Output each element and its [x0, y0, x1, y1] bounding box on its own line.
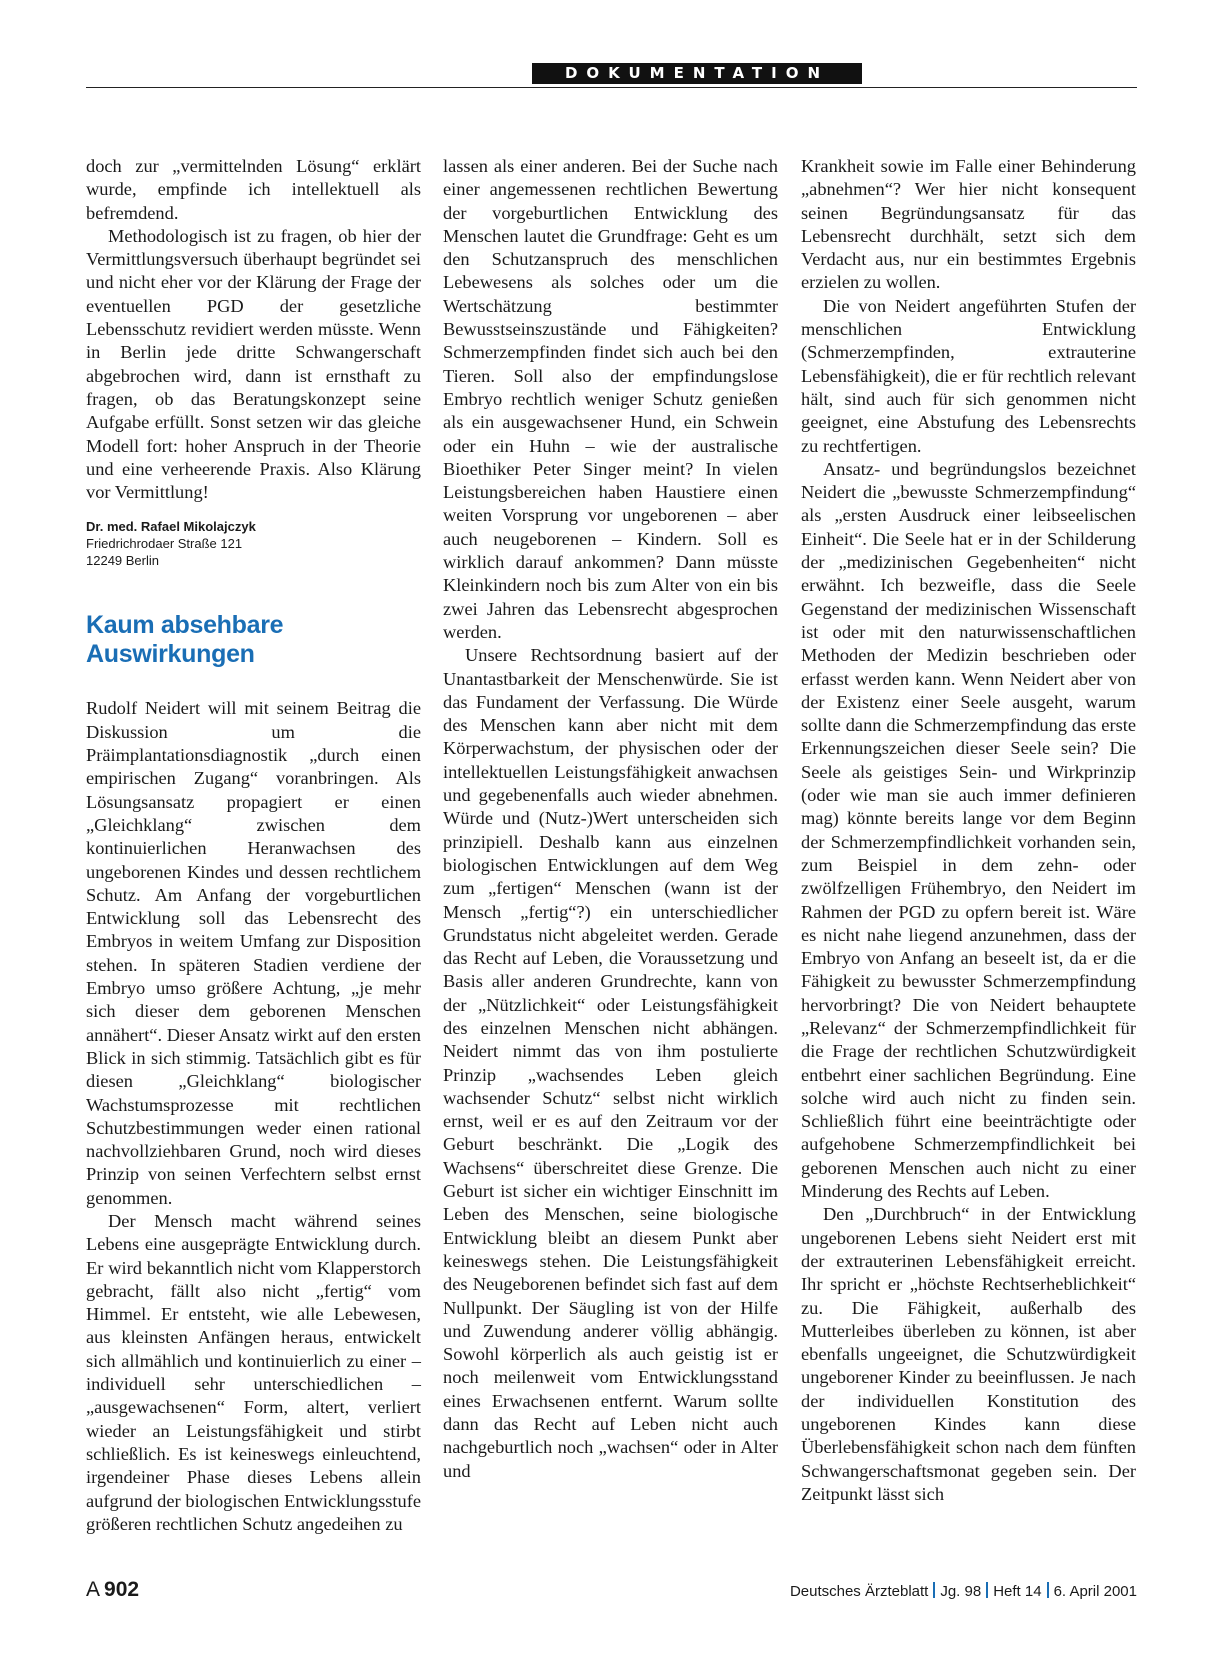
- column-2: [443, 155, 778, 1483]
- journal-volume: Jg. 98: [940, 1583, 982, 1600]
- column-3: [801, 155, 1136, 1506]
- article-headline: [86, 611, 421, 669]
- paragraph: Die von Neidert angeführten Stufen der menschlichen Entwicklung (Schmerzempfinden, extrauterine Lebensfähigkeit), die er für rechtlich relevant hält, sind auch für sich genommen nicht geeignet, eine Abstufung des Lebensrechts zu rechtfertigen.: [801, 295, 1136, 456]
- journal-name: Deutsches Ärzteblatt: [789, 1583, 929, 1600]
- section-label: DOKUMENTATION: [532, 63, 862, 84]
- paragraph: Ansatz- und begründungslos bezeichnet Neidert die „bewusste Schmerzempfindung“ als „ersten Ausdruck einer leibseelischen Einheit“. Die Seele hat er in der Schilderung der „medizinischen Gegebenheiten“ nicht erwähnt. Ich bezweifle, dass die Seele Gegenstand der medizinischen Wissenschaft ist oder mit den naturwissenschaftlichen Methoden der Medizin beschrieben oder erfasst werden kann. Wenn Neidert aber von der Existenz einer Seele ausgeht, warum sollte dann die Schmerzempfindung das erste Erkennungszeichen dieser Seele sein? Die Seele als geistiges Sein- und Wirkprinzip (oder wie man sie auch immer definieren mag) könnte bereits lange vor dem Beginn der Schmerzempfindlichkeit vorhanden sein, zum Beispiel in dem zehn- oder zwölfzelligen Frühembryo, den Neidert im Rahmen der PGD zu opfern bereit ist. Wäre es nicht nahe liegend anzunehmen, dass der Embryo von Anfang an beseelt ist, da er die Fähigkeit zu bewusster Schmerzempfindung hervorbringt? Die von Neidert behauptete „Relevanz“ der Schmerzempfindlichkeit für die Frage der rechtlichen Schutzwürdigkeit entbehrt einer sachlichen Begründung. Eine solche wird auch nicht zu finden sein. Schließlich führt eine beeinträchtigte oder aufgehobene Schmerzempfindlichkeit bei geborenen Menschen auch nicht zu einer Minderung des Rechts auf Leben.: [801, 458, 1136, 1202]
- paragraph: Den „Durchbruch“ in der Entwicklung ungeborenen Lebens sieht Neidert erst mit der extrauterinen Lebensfähigkeit erreicht. Ihr spricht er „höchste Rechtserheblichkeit“ zu. Die Fähigkeit, außerhalb des Mutterleibes überleben zu können, ist aber ebenfalls ungeeignet, die Schutzwürdigkeit ungeborener Kinder zu beeinflussen. Je nach der individuellen Konstitution des ungeborenen Kindes kann diese Überlebensfähigkeit schon nach dem fünften Schwangerschaftsmonat gegeben sein. Der Zeitpunkt lässt sich: [801, 1204, 1136, 1504]
- journal-date: 6. April 2001: [1053, 1583, 1137, 1600]
- paragraph: Der Mensch macht während seines Lebens eine ausgeprägte Entwicklung durch. Er wird bekanntlich nicht vom Klapperstorch gebracht, fällt also nicht „fertig“ vom Himmel. Er entsteht, wie alle Lebewesen, aus kleinsten Anfängen heraus, entwickelt sich allmählich und kontinuierlich zu einer – individuell sehr unterschiedlichen – „ausgewachsenen“ Form, altert, verliert wieder an Leistungsfähigkeit und stirbt schließlich. Es ist keineswegs einleuchtend, irgendeiner Phase dieses Lebens allein aufgrund der biologischen Entwicklungsstufe größeren rechtlichen Schutz angedeihen zu: [86, 1210, 421, 1534]
- journal-citation: [790, 1582, 1137, 1600]
- page-number-value: 902: [104, 1578, 140, 1601]
- author-name: Dr. med. Rafael Mikolajczyk: [86, 519, 256, 535]
- paragraph: Rudolf Neidert will mit seinem Beitrag die Diskussion um die Präimplantationsdiagnostik „durch einen empirischen Zugang“ voranbringen. Als Lösungsansatz propagiert er einen „Gleichklang“ zwischen dem kontinuierlichen Heranwachsen des ungeborenen Kindes und dessen rechtlichem Schutz. Am Anfang der vorgeburtlichen Entwicklung soll das Lebensrecht des Embryos in weitem Umfang zur Disposition stehen. In späteren Stadien verdiene der Embryo umso größere Achtung, „je mehr sich dieser dem geborenen Menschen annähert“. Dieser Ansatz wirkt auf den ersten Blick in sich stimmig. Tatsächlich gibt es für diesen „Gleichklang“ biologischer Wachstumsprozesse mit rechtlichen Schutzbestimmungen weder einen rational nachvollziehbaren Grund, noch wird dieses Prinzip von seinen Verfechtern selbst ernst genommen.: [86, 698, 421, 1208]
- journal-issue: Heft 14: [993, 1583, 1042, 1600]
- page-footer: [86, 1578, 1137, 1608]
- paragraph: doch zur „vermittelnden Lösung“ erklärt wurde, empfinde ich intellektuell als befremdend.: [86, 156, 421, 223]
- separator: [1047, 1582, 1049, 1598]
- page-number: [86, 1578, 139, 1602]
- paragraph: lassen als einer anderen. Bei der Suche nach einer angemessenen rechtlichen Bewertung der vorgeburtlichen Entwicklung des Menschen lautet die Grundfrage: Geht es um den Schutzanspruch des menschlichen Lebewesens als solches oder um die Wertschätzung bestimmter Bewusstseinszustände und Fähigkeiten? Schmerzempfinden findet sich auch bei den Tieren. Soll also der empfindungslose Embryo rechtlich weniger Schutz genießen als ein ausgewachsener Hund, ein Schwein oder ein Huhn – wie der australische Bioethiker Peter Singer meint? In vielen Leistungsbereichen haben Haustiere einen weiten Vorsprung vor ungeborenen – aber auch neugeborenen – Kindern. Soll es wirklich darauf ankommen? Dann müsste Kleinkindern noch bis zum Alter von ein bis zwei Jahren das Lebensrecht abgesprochen werden.: [443, 156, 778, 642]
- author-street: Friedrichrodaer Straße 121: [86, 536, 243, 552]
- paragraph: Unsere Rechtsordnung basiert auf der Unantastbarkeit der Menschenwürde. Sie ist das Fundament der Verfassung. Die Würde des Menschen kann aber nicht mit dem Körperwachstum, der physischen oder der intellektuellen Leistungsfähigkeit anwachsen und gegebenenfalls auch wieder abnehmen. Würde und (Nutz-)Wert unterscheiden sich prinzipiell. Deshalb kann aus einzelnen biologischen Entwicklungen auf dem Weg zum „fertigen“ Menschen (wann ist der Mensch „fertig“?) ein unterschiedlicher Grundstatus nicht abgeleitet werden. Gerade das Recht auf Leben, die Voraussetzung und Basis aller anderen Grundrechte, kann von der „Nützlichkeit“ oder Leistungsfähigkeit des einzelnen Menschen nicht abhängen. Neidert nimmt das von ihm postulierte Prinzip „wachsendes Leben gleich wachsender Schutz“ selbst nicht wirklich ernst, weil er es auf den Zeitraum vor der Geburt beschränkt. Die „Logik des Wachsens“ überschreitet diese Grenze. Die Geburt ist sicher ein wichtiger Einschnitt im Leben des Menschen, seine biologische Entwicklung bleibt an diesem Punkt aber keineswegs stehen. Die Leistungsfähigkeit des Neugeborenen befindet sich fast auf dem Nullpunkt. Der Säugling ist von der Hilfe und Zuwendung anderer völlig abhängig. Sowohl körperlich als auch geistig ist er noch meilenweit vom Entwicklungsstand eines Erwachsenen entfernt. Warum sollte dann das Recht auf Leben nicht auch nachgeburtlich noch „wachsen“ oder in Alter und: [443, 645, 778, 1481]
- column-1: [86, 155, 421, 1536]
- headline-line: Kaum absehbare: [86, 611, 284, 640]
- separator: [986, 1582, 988, 1598]
- headline-line: Auswirkungen: [86, 640, 255, 669]
- author-signature: [86, 518, 421, 569]
- author-city: 12249 Berlin: [86, 553, 159, 569]
- page-prefix: A: [86, 1578, 101, 1601]
- separator: [933, 1582, 935, 1598]
- paragraph: Krankheit sowie im Falle einer Behinderung „abnehmen“? Wer hier nicht konsequent seinen Begründungsansatz für das Lebensrecht durchhält, setzt sich dem Verdacht aus, nur ein bestimmtes Ergebnis erzielen zu wollen.: [801, 156, 1136, 293]
- header-rule: [86, 63, 1137, 88]
- paragraph: Methodologisch ist zu fragen, ob hier der Vermittlungsversuch überhaupt begründet sei und nicht eher vor der Klärung der Frage der eventuellen PGD der gesetzliche Lebensschutz revidiert werden müsste. Wenn in Berlin jede dritte Schwangerschaft abgebrochen wird, dann ist ernsthaft zu fragen, ob das Beratungskonzept seine Aufgabe erfüllt. Sonst setzen wir das gleiche Modell fort: hoher Anspruch in der Theorie und eine verheerende Praxis. Also Klärung vor Vermittlung!: [86, 225, 421, 503]
